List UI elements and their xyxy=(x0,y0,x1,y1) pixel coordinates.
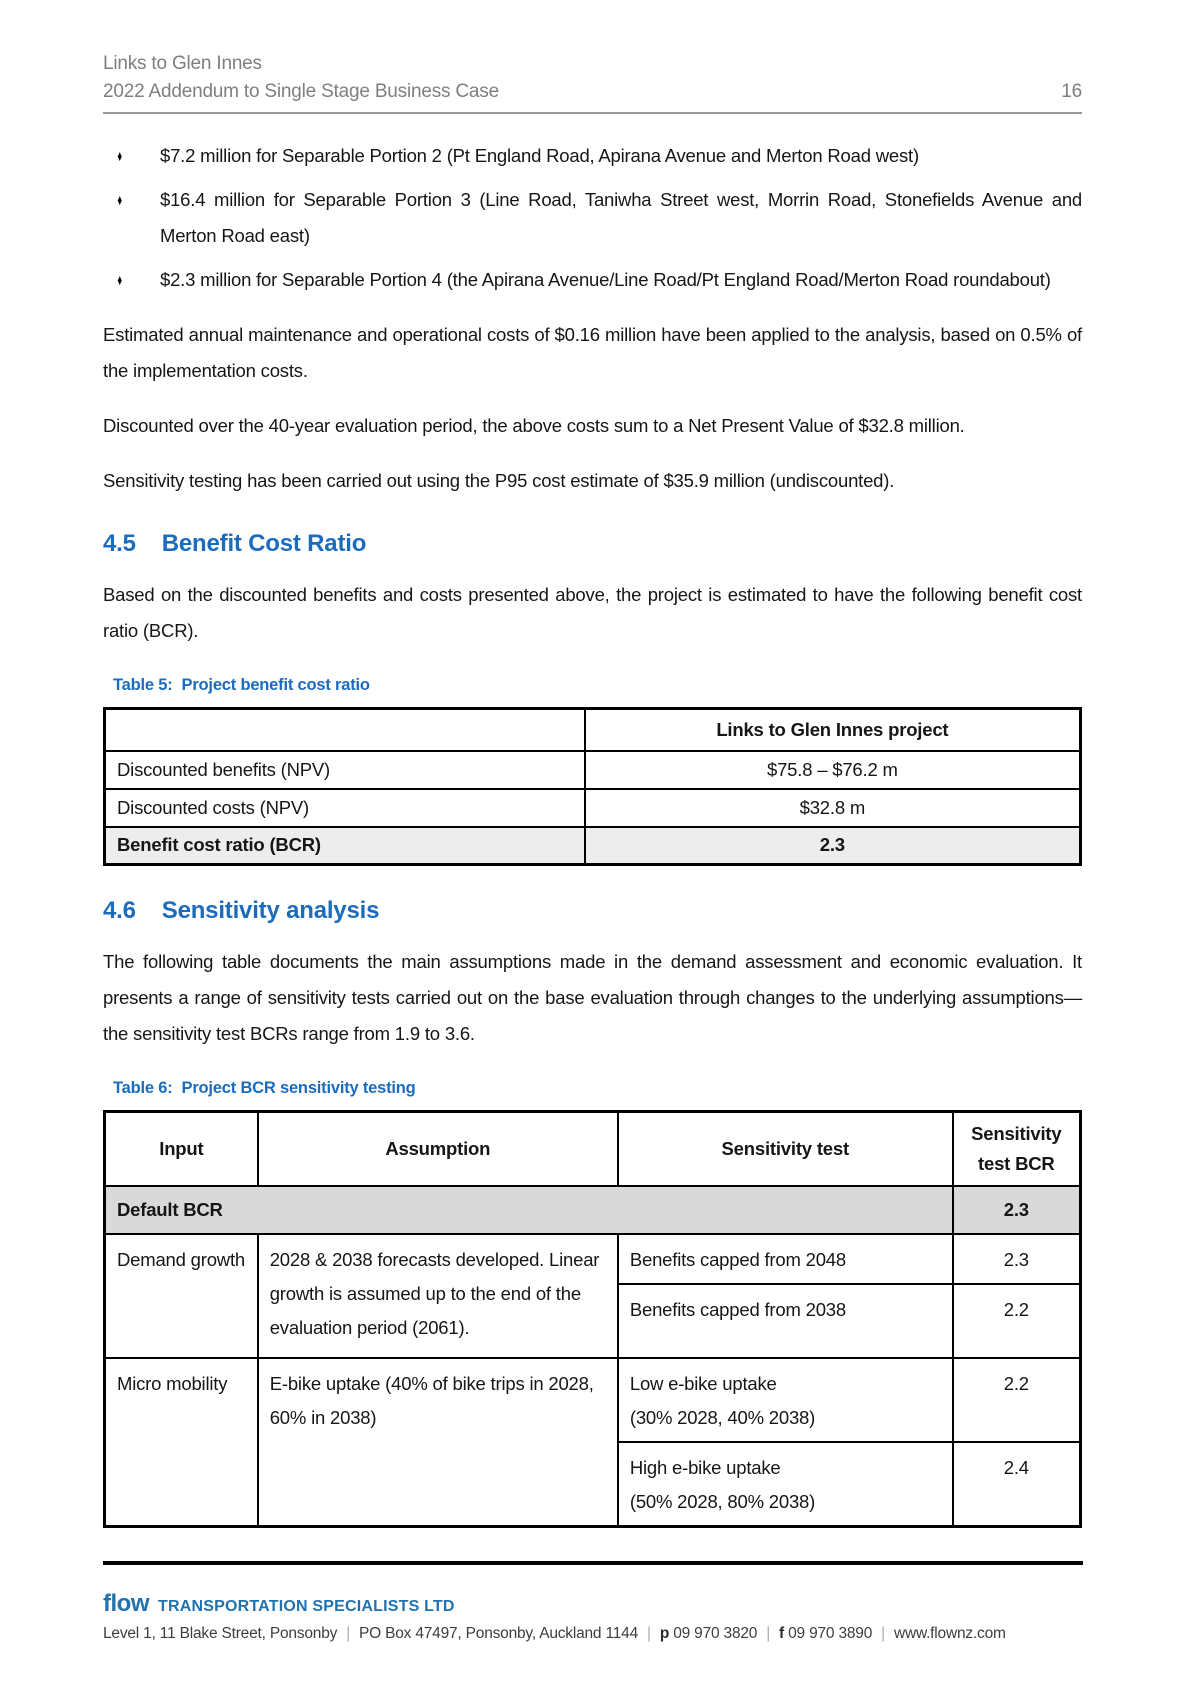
fax-number: 09 970 3890 xyxy=(788,1625,873,1642)
sensitivity-test-cell xyxy=(618,1358,953,1442)
test-line: (50% 2028, 80% 2038) xyxy=(629,1491,816,1512)
separator: | xyxy=(881,1625,885,1642)
table-bcr-sensitivity xyxy=(103,1110,1082,1528)
phone-number: 09 970 3820 xyxy=(673,1625,758,1642)
sensitivity-test-cell: Benefits capped from 2048 xyxy=(618,1234,953,1284)
phone-label: p xyxy=(659,1625,670,1642)
separator: | xyxy=(766,1625,771,1642)
table5-header-project: Links to Glen Innes project xyxy=(585,709,1081,751)
col-header-input: Input xyxy=(105,1112,258,1187)
table-row xyxy=(105,751,1081,789)
page-content xyxy=(103,0,1082,1528)
brand-name: flow xyxy=(103,1590,149,1617)
po-box: PO Box 47497, Ponsonby, Auckland 1144 xyxy=(359,1625,638,1642)
section-heading-4-5 xyxy=(103,530,1082,558)
col-header-sensitivity-test: Sensitivity test xyxy=(618,1112,953,1187)
table-row-default-bcr xyxy=(105,1186,1081,1234)
test-line: Low e-bike uptake xyxy=(629,1373,777,1394)
section-number: 4.6 xyxy=(103,897,136,924)
paragraph: Estimated annual maintenance and operational costs of $0.16 million have been applied to the analysis, based on 0.5% of the implementation costs. xyxy=(103,324,1082,381)
default-bcr-label: Default BCR xyxy=(105,1186,953,1234)
table-header-row xyxy=(105,709,1081,751)
section-number: 4.5 xyxy=(103,530,136,557)
paragraph: Sensitivity testing has been carried out using the P95 cost estimate of $35.9 million (undiscounted). xyxy=(103,470,895,491)
row-value: $32.8 m xyxy=(585,789,1081,827)
table5-caption-text: Project benefit cost ratio xyxy=(181,676,370,694)
section-heading-4-6 xyxy=(103,897,1082,925)
diamond-bullet-icon: ♦ xyxy=(117,148,123,165)
website-link[interactable]: www.flownz.com xyxy=(893,1625,1006,1642)
table5-caption xyxy=(103,676,1082,695)
row-value: 2.3 xyxy=(585,827,1081,865)
company-logo xyxy=(103,1590,1083,1618)
list-item xyxy=(103,262,1082,298)
list-item-text: $7.2 million for Separable Portion 2 (Pt England Road, Apirana Avenue and Merton Road west) xyxy=(160,145,919,166)
sensitivity-test-cell: Benefits capped from 2038 xyxy=(618,1284,953,1358)
paragraph: Discounted over the 40-year evaluation period, the above costs sum to a Net Present Value of $32.8 million. xyxy=(103,415,965,436)
street-address: Level 1, 11 Blake Street, Ponsonby xyxy=(103,1625,338,1642)
table-row xyxy=(105,789,1081,827)
footer-rule xyxy=(103,1561,1083,1565)
bcr-cell: 2.3 xyxy=(953,1234,1081,1284)
paragraph: Based on the discounted benefits and costs presented above, the project is estimated to have the following benefit cost ratio (BCR). xyxy=(103,584,1082,641)
bcr-cell: 2.4 xyxy=(953,1442,1081,1527)
separator: | xyxy=(647,1625,651,1642)
table6-caption-label: Table 6: xyxy=(113,1079,173,1097)
row-label: Benefit cost ratio (BCR) xyxy=(105,827,585,865)
table6-caption-text: Project BCR sensitivity testing xyxy=(181,1079,416,1097)
table-row xyxy=(105,1234,1081,1284)
list-item-text: $16.4 million for Separable Portion 3 (Line Road, Taniwha Street west, Morrin Road, Stonefields Avenue and Merton Road east) xyxy=(160,189,1082,246)
page-number: 16 xyxy=(1061,81,1082,102)
bcr-cell: 2.2 xyxy=(953,1358,1081,1442)
page-footer xyxy=(103,1561,1083,1643)
separator: | xyxy=(346,1625,351,1642)
row-label: Discounted costs (NPV) xyxy=(105,789,585,827)
default-bcr-value: 2.3 xyxy=(953,1186,1081,1234)
header-document-title: 2022 Addendum to Single Stage Business Case xyxy=(103,81,499,102)
test-line: High e-bike uptake xyxy=(629,1457,781,1478)
row-value: $75.8 – $76.2 m xyxy=(585,751,1081,789)
footer-address xyxy=(103,1625,1083,1643)
col-header-assumption: Assumption xyxy=(258,1112,618,1187)
table-row-bcr xyxy=(105,827,1081,865)
diamond-bullet-icon: ♦ xyxy=(117,272,123,289)
diamond-bullet-icon: ♦ xyxy=(117,192,123,209)
table-benefit-cost-ratio xyxy=(103,707,1082,866)
brand-suffix: TRANSPORTATION SPECIALISTS LTD xyxy=(158,1598,455,1615)
col-header-sensitivity-test-bcr: Sensitivity test BCR xyxy=(953,1112,1081,1187)
row-label: Discounted benefits (NPV) xyxy=(105,751,585,789)
list-item xyxy=(103,182,1082,254)
section-title: Benefit Cost Ratio xyxy=(161,530,367,557)
table5-header-blank xyxy=(105,709,585,751)
running-header xyxy=(103,0,1082,114)
table-row xyxy=(105,1358,1081,1442)
table5-caption-label: Table 5: xyxy=(113,676,173,694)
assumption-cell: 2028 & 2038 forecasts developed. Linear growth is assumed up to the end of the evaluation period (2061). xyxy=(258,1234,618,1358)
header-project-title: Links to Glen Innes xyxy=(103,53,262,74)
list-item xyxy=(103,138,1082,174)
test-line: (30% 2028, 40% 2038) xyxy=(629,1407,816,1428)
table-header-row xyxy=(105,1112,1081,1187)
input-cell: Demand growth xyxy=(105,1234,258,1358)
bcr-cell: 2.2 xyxy=(953,1284,1081,1358)
paragraph: The following table documents the main assumptions made in the demand assessment and economic evaluation. It presents a range of sensitivity tests carried out on the base evaluation through changes to the underlying assumptions—the sensitivity test BCRs range from 1.9 to 3.6. xyxy=(103,951,1082,1044)
assumption-cell: E-bike uptake (40% of bike trips in 2028, 60% in 2038) xyxy=(258,1358,618,1527)
section-title: Sensitivity analysis xyxy=(161,897,380,924)
list-item-text: $2.3 million for Separable Portion 4 (the Apirana Avenue/Line Road/Pt England Road/Merton Road roundabout) xyxy=(160,269,1051,290)
table6-caption xyxy=(103,1079,1082,1098)
input-cell: Micro mobility xyxy=(105,1358,258,1527)
sensitivity-test-cell xyxy=(618,1442,953,1527)
fax-label: f xyxy=(779,1625,785,1642)
